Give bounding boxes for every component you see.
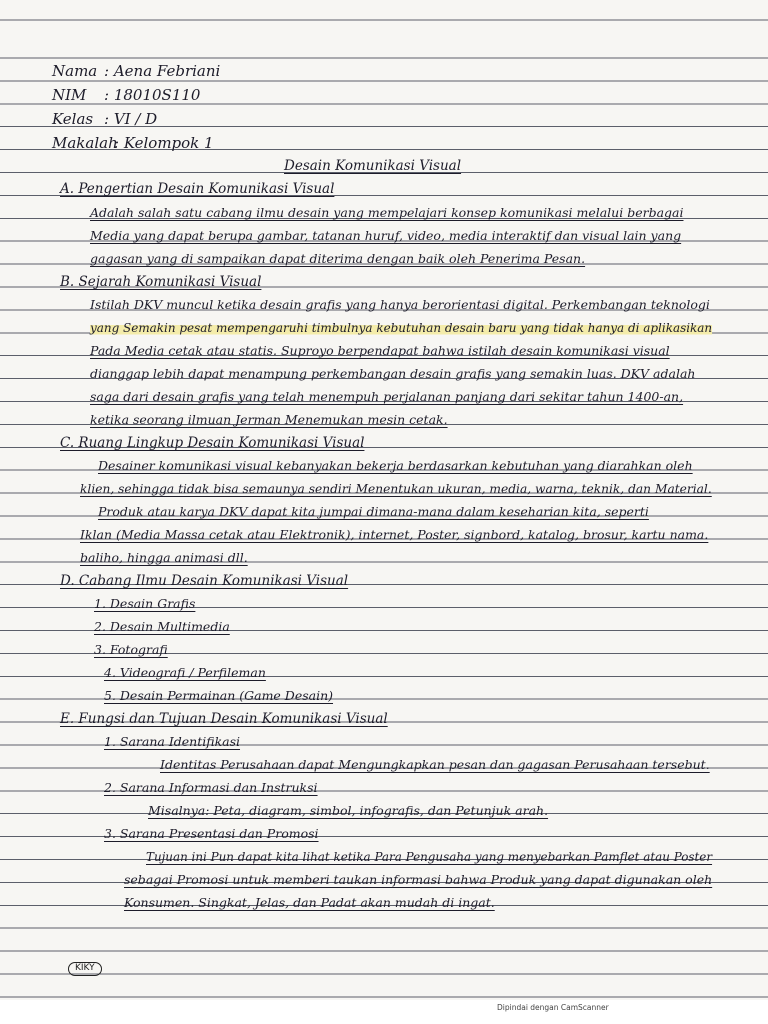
section-heading-a: A. Pengertian Desain Komunikasi Visual	[60, 181, 335, 197]
body-line: Produk atau karya DKV dapat kita jumpai dimana-mana dalam keseharian kita, seperti	[98, 504, 649, 519]
body-line: klien, sehingga tidak bisa semaunya sendiri Menentukan ukuran, media, warna, teknik, dan Material.	[80, 481, 712, 496]
body-line: saga dari desain grafis yang telah menempuh perjalanan panjang dari sekitar tahun 1400-an,	[90, 389, 684, 404]
body-line: Konsumen. Singkat, Jelas, dan Padat akan mudah di ingat.	[124, 895, 495, 910]
list-item: 1. Desain Grafis	[94, 596, 196, 611]
body-line: Iklan (Media Massa cetak atau Elektronik), internet, Poster, signbord, katalog, brosur, kartu nama.	[80, 527, 709, 542]
section-heading-c: C. Ruang Lingkup Desain Komunikasi Visual	[60, 435, 365, 451]
nim-label: NIM	[52, 86, 87, 104]
body-line: gagasan yang di sampaikan dapat diterima dengan baik oleh Penerima Pesan.	[90, 251, 586, 266]
list-item: 1. Sarana Identifikasi	[104, 734, 241, 749]
body-line: sebagai Promosi untuk memberi taukan informasi bahwa Produk yang dapat digunakan oleh	[124, 872, 713, 887]
section-heading-b: B. Sejarah Komunikasi Visual	[60, 274, 262, 290]
body-line: Tujuan ini Pun dapat kita lihat ketika Para Pengusaha yang menyebarkan Pamflet atau Poster	[146, 849, 713, 864]
makalah-label: Makalah	[52, 134, 118, 152]
body-line-highlighted: yang Semakin pesat mempengaruhi timbulnya kebutuhan desain baru yang tidak hanya di aplikasikan	[90, 320, 713, 335]
body-line: Istilah DKV muncul ketika desain grafis yang hanya berorientasi digital. Perkembangan teknologi	[90, 297, 710, 312]
body-line: Misalnya: Peta, diagram, simbol, infografis, dan Petunjuk arah.	[148, 803, 549, 818]
kelas-label: Kelas	[52, 110, 94, 128]
section-heading-d: D. Cabang Ilmu Desain Komunikasi Visual	[60, 573, 349, 589]
list-item: 5. Desain Permainan (Game Desain)	[104, 688, 334, 703]
body-line: dianggap lebih dapat menampung perkembangan desain grafis yang semakin luas. DKV adalah	[90, 366, 696, 381]
body-line: Pada Media cetak atau statis. Suproyo berpendapat bahwa istilah desain komunikasi visual	[90, 343, 670, 358]
section-heading-e: E. Fungsi dan Tujuan Desain Komunikasi Visual	[60, 711, 388, 727]
body-line: Identitas Perusahaan dapat Mengungkapkan pesan dan gagasan Perusahaan tersebut.	[160, 757, 710, 772]
makalah-value: : Kelompok 1	[114, 134, 214, 152]
kelas-value: : VI / D	[104, 110, 158, 128]
body-line: Media yang dapat berupa gambar, tatanan huruf, video, media interaktif dan visual lain yang	[90, 228, 682, 243]
list-item: 3. Sarana Presentasi dan Promosi	[104, 826, 319, 841]
list-item: 4. Videografi / Perfileman	[104, 665, 266, 680]
name-label: Nama	[52, 62, 98, 80]
body-line: baliho, hingga animasi dll.	[80, 550, 248, 565]
name-value: : Aena Febriani	[104, 62, 221, 80]
page-title: Desain Komunikasi Visual	[284, 158, 462, 174]
list-item: 2. Sarana Informasi dan Instruksi	[104, 780, 318, 795]
body-line: ketika seorang ilmuan Jerman Menemukan mesin cetak.	[90, 412, 448, 427]
body-line: Adalah salah satu cabang ilmu desain yang mempelajari konsep komunikasi melalui berbagai	[90, 205, 684, 220]
nim-value: : 18010S110	[104, 86, 201, 104]
list-item: 2. Desain Multimedia	[94, 619, 230, 634]
notebook-brand-badge: KIKY	[68, 962, 102, 976]
list-item: 3. Fotografi	[94, 642, 168, 657]
scanner-watermark: Dipindai dengan CamScanner	[497, 1003, 609, 1012]
body-line: Desainer komunikasi visual kebanyakan bekerja berdasarkan kebutuhan yang diarahkan oleh	[98, 458, 693, 473]
